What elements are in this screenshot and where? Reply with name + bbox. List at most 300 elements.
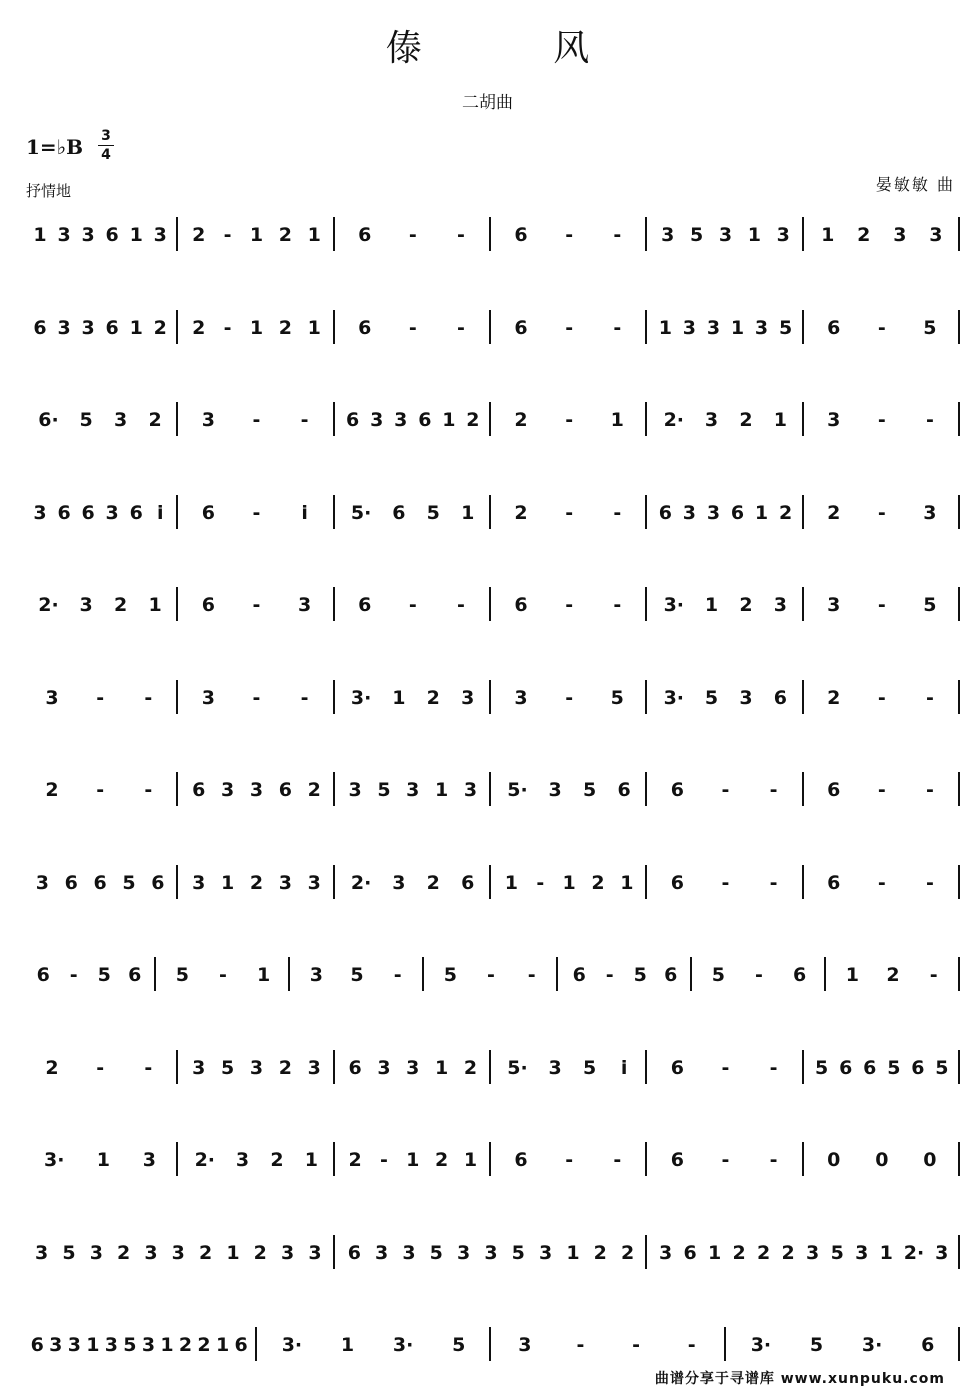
note: 1 <box>340 1334 355 1356</box>
extension-dash: - <box>605 964 614 986</box>
note: 3 <box>776 224 790 246</box>
note: 6 <box>670 1056 684 1079</box>
measure <box>804 1038 960 1098</box>
note: 1 <box>215 1334 230 1356</box>
note: 3 <box>348 779 362 801</box>
note: 3 <box>827 409 841 431</box>
measure <box>22 298 178 358</box>
extension-dash: - <box>252 686 261 709</box>
note: 3 <box>81 224 95 246</box>
extension-dash: - <box>613 1149 622 1171</box>
extension-dash: - <box>565 1149 574 1171</box>
measure <box>647 1223 960 1283</box>
note: 6 <box>128 964 142 986</box>
note: 5 <box>704 686 719 709</box>
extension-dash: - <box>565 594 574 616</box>
note: 3 <box>706 501 721 524</box>
note: 3 <box>35 1241 49 1264</box>
extension-dash: - <box>721 1149 730 1171</box>
note: 6 <box>839 1056 853 1079</box>
extension-dash: - <box>925 409 934 431</box>
note: 1 <box>307 316 321 339</box>
note: 2 <box>278 316 292 339</box>
note: 2 <box>514 409 528 431</box>
measure <box>804 298 960 358</box>
note: 2 <box>857 224 871 246</box>
measure <box>804 853 960 913</box>
measure <box>257 1315 492 1375</box>
measure <box>558 945 692 1005</box>
note: 2 <box>192 224 206 246</box>
note: 3 <box>929 224 943 246</box>
note: 1 <box>406 1149 420 1171</box>
note: 5· <box>507 779 528 801</box>
note: 6 <box>418 409 432 431</box>
barline <box>958 772 960 806</box>
note: 6 <box>664 964 678 986</box>
barline <box>958 1235 960 1269</box>
measure <box>178 853 334 913</box>
note: 5 <box>583 779 597 801</box>
measure <box>491 483 647 543</box>
measure <box>804 390 960 450</box>
note: 3 <box>538 1241 553 1264</box>
note: 3 <box>201 409 215 431</box>
extension-dash: - <box>300 686 309 709</box>
measure <box>22 760 178 820</box>
measure <box>178 760 334 820</box>
score-line <box>0 390 975 450</box>
note: 3 <box>235 1149 250 1171</box>
note: 3 <box>297 594 312 616</box>
note: 1 <box>754 501 769 524</box>
note: 3 <box>153 224 167 246</box>
barline <box>958 1142 960 1176</box>
measure <box>22 1223 335 1283</box>
note: 5 <box>62 1241 76 1264</box>
note: 6 <box>346 409 360 431</box>
note: 6 <box>683 1241 697 1264</box>
note: 2 <box>757 1241 771 1264</box>
note: 3· <box>663 686 685 709</box>
measure <box>22 945 156 1005</box>
measure <box>335 205 491 265</box>
note: 1 <box>249 224 264 246</box>
note: 1 <box>96 1149 110 1171</box>
score-subtitle: 二胡曲 <box>462 93 513 113</box>
note: 3 <box>661 224 675 246</box>
score-line <box>0 575 975 635</box>
note: 3 <box>144 1241 158 1264</box>
note: 3· <box>750 1334 772 1356</box>
note: 3 <box>171 1241 185 1264</box>
time-signature-top: 3 <box>101 128 111 144</box>
extension-dash: - <box>877 594 886 616</box>
note: 5 <box>443 964 457 986</box>
note: 2 <box>778 501 793 524</box>
note: 6 <box>827 316 841 339</box>
note: 2 <box>278 1056 292 1079</box>
note: 3 <box>406 1056 420 1079</box>
note: 3 <box>67 1334 81 1356</box>
note: 6 <box>151 871 165 894</box>
site-footer: 曲谱分享于寻谱库 www.xunpuku.com <box>654 1371 945 1387</box>
note: 6 <box>670 779 684 801</box>
extension-dash: - <box>565 686 574 709</box>
measure <box>22 668 178 728</box>
note: 5 <box>689 224 704 246</box>
note: 2 <box>886 964 900 986</box>
note: 2· <box>350 871 372 894</box>
time-signature <box>98 128 114 163</box>
extension-dash: - <box>613 316 622 339</box>
measure <box>335 298 491 358</box>
score-line <box>0 1315 975 1375</box>
note: 3 <box>104 1334 118 1356</box>
note: 6 <box>30 1334 44 1356</box>
measure <box>335 1130 491 1190</box>
note: 5 <box>175 964 189 986</box>
composer-credit: 晏敏敏 曲 <box>875 175 955 194</box>
score-line <box>0 853 975 913</box>
extension-dash: - <box>300 409 309 431</box>
barline <box>958 1327 960 1361</box>
note: 2 <box>827 501 841 524</box>
note: 3 <box>81 316 95 339</box>
measure <box>22 575 178 635</box>
extension-dash: - <box>877 316 886 339</box>
note: 2 <box>253 1241 267 1264</box>
measure <box>22 205 178 265</box>
note: 3 <box>45 686 59 709</box>
note: 3 <box>402 1241 416 1264</box>
extension-dash: - <box>456 594 465 616</box>
measure <box>22 853 178 913</box>
note: 2· <box>663 409 685 431</box>
barline <box>958 865 960 899</box>
note: 5 <box>122 871 136 894</box>
measure <box>178 1038 334 1098</box>
note: 6 <box>793 964 807 986</box>
extension-dash: - <box>769 871 778 894</box>
note: 3 <box>718 224 733 246</box>
extension-dash: - <box>565 224 574 246</box>
note: 3 <box>192 871 206 894</box>
note: 6 <box>514 594 528 616</box>
note: i <box>301 501 308 524</box>
note: 6 <box>392 501 406 524</box>
note: 6 <box>921 1334 935 1356</box>
note: 6 <box>514 224 528 246</box>
note: 2 <box>348 1149 362 1171</box>
note: 1 <box>562 871 576 894</box>
note: 5 <box>429 1241 443 1264</box>
note: 5 <box>809 1334 824 1356</box>
score-line <box>0 205 975 265</box>
extension-dash: - <box>144 1056 153 1079</box>
note: 6 <box>278 779 292 801</box>
note: 3 <box>682 501 696 524</box>
note: 5 <box>511 1241 525 1264</box>
measure <box>22 1038 178 1098</box>
extension-dash: - <box>487 964 495 986</box>
note: 5 <box>923 594 937 616</box>
note: 5 <box>220 1056 235 1079</box>
note: 2 <box>739 594 753 616</box>
note: 5 <box>350 964 364 986</box>
note: 3 <box>682 316 696 339</box>
note: 3· <box>43 1149 65 1171</box>
measure <box>491 575 647 635</box>
note: 3· <box>663 594 685 616</box>
note: 3 <box>114 409 128 431</box>
barline <box>958 217 960 251</box>
note: 6 <box>658 501 672 524</box>
extension-dash: - <box>755 964 763 986</box>
measure <box>335 853 491 913</box>
measure <box>647 483 803 543</box>
note: 2 <box>781 1241 795 1264</box>
note: 6 <box>105 316 119 339</box>
note: 6 <box>64 871 78 894</box>
measure <box>178 390 334 450</box>
note: 6 <box>617 779 631 801</box>
extension-dash: - <box>379 1149 388 1171</box>
note: 3 <box>308 1241 322 1264</box>
note: 6 <box>863 1056 877 1079</box>
note: 3 <box>89 1241 103 1264</box>
extension-dash: - <box>769 779 778 801</box>
note: 2 <box>45 779 59 801</box>
measure <box>178 205 334 265</box>
note: 3· <box>392 1334 414 1356</box>
note: 3 <box>773 594 788 616</box>
score-line <box>0 1130 975 1190</box>
score-line <box>0 1038 975 1098</box>
note: 1 <box>392 686 406 709</box>
barline <box>958 680 960 714</box>
note: 1 <box>442 409 456 431</box>
note: 1 <box>821 224 835 246</box>
extension-dash: - <box>877 686 886 709</box>
note: 6 <box>36 964 50 986</box>
extension-dash: - <box>877 779 886 801</box>
extension-dash: - <box>769 1056 778 1079</box>
note: 2 <box>827 686 841 709</box>
note: 6 <box>773 686 788 709</box>
note: 3 <box>35 871 50 894</box>
measure <box>804 668 960 728</box>
note: 2· <box>38 594 59 616</box>
note: 3 <box>457 1241 471 1264</box>
note: 2· <box>903 1241 925 1264</box>
note: 5 <box>452 1334 466 1356</box>
note: 6 <box>201 594 215 616</box>
note: 0 <box>827 1149 841 1171</box>
extension-dash: - <box>223 316 232 339</box>
note: 2 <box>192 316 206 339</box>
note: 3 <box>309 964 323 986</box>
note: 3 <box>57 316 71 339</box>
extension-dash: - <box>721 871 730 894</box>
note: 3· <box>861 1334 883 1356</box>
measure <box>647 760 803 820</box>
extension-dash: - <box>877 501 886 524</box>
note: 3· <box>350 686 372 709</box>
note: 2 <box>199 1241 213 1264</box>
note: 3 <box>192 1056 206 1079</box>
note: 3 <box>394 409 408 431</box>
extension-dash: - <box>252 594 261 616</box>
note: 2 <box>45 1056 59 1079</box>
extension-dash: - <box>144 779 153 801</box>
measure <box>647 298 803 358</box>
barline <box>958 402 960 436</box>
measure <box>178 483 334 543</box>
note: 2 <box>466 409 480 431</box>
note: 1 <box>304 1149 319 1171</box>
extension-dash: - <box>721 1056 730 1079</box>
note: i <box>620 1056 628 1079</box>
note: 3 <box>827 594 841 616</box>
score-line <box>0 483 975 543</box>
measure <box>804 575 960 635</box>
measure <box>335 1223 648 1283</box>
note: 6 <box>911 1056 925 1079</box>
note: 1 <box>129 316 143 339</box>
measure <box>178 668 334 728</box>
note: 1 <box>160 1334 174 1356</box>
measure <box>491 760 647 820</box>
note: 6 <box>358 594 372 616</box>
note: 2 <box>426 871 440 894</box>
extension-dash: - <box>408 316 417 339</box>
extension-dash: - <box>877 409 886 431</box>
note: 1 <box>307 224 321 246</box>
note: 2 <box>197 1334 211 1356</box>
note: 3 <box>923 501 937 524</box>
note: 1 <box>249 316 264 339</box>
note: 3 <box>141 1334 156 1356</box>
note: 2 <box>307 779 321 801</box>
extension-dash: - <box>393 964 402 986</box>
extension-dash: - <box>223 224 232 246</box>
note: 3 <box>375 1241 389 1264</box>
time-signature-divider <box>98 145 114 146</box>
note: 1 <box>845 964 859 986</box>
note: 5 <box>610 686 624 709</box>
extension-dash: - <box>925 779 934 801</box>
extension-dash: - <box>565 316 574 339</box>
note: i <box>156 501 164 524</box>
note: 3 <box>142 1149 156 1171</box>
extension-dash: - <box>576 1334 585 1356</box>
note: 5 <box>377 779 391 801</box>
note: 3 <box>893 224 907 246</box>
note: 1 <box>463 1149 478 1171</box>
note: 2 <box>278 224 292 246</box>
score-line <box>0 1223 975 1283</box>
note: 5 <box>887 1056 901 1079</box>
note: 3 <box>201 686 215 709</box>
measure <box>491 205 647 265</box>
score-line <box>0 668 975 728</box>
note: 6 <box>105 224 119 246</box>
note: 3 <box>33 501 47 524</box>
note: 6 <box>461 871 475 894</box>
extension-dash: - <box>925 871 934 894</box>
note: 5 <box>123 1334 137 1356</box>
barline <box>958 310 960 344</box>
note: 3 <box>79 594 93 616</box>
note: 5 <box>633 964 647 986</box>
note: 3· <box>281 1334 303 1356</box>
measure <box>647 1130 803 1190</box>
tempo-marking: 抒情地 <box>26 182 72 200</box>
measure <box>335 668 491 728</box>
note: 1 <box>435 779 449 801</box>
note: 3 <box>806 1241 820 1264</box>
measure <box>491 298 647 358</box>
note: 1 <box>257 964 271 986</box>
measure <box>647 668 803 728</box>
measure <box>491 1315 726 1375</box>
note: 2 <box>435 1149 449 1171</box>
extension-dash: - <box>613 501 622 524</box>
note: 1 <box>86 1334 100 1356</box>
note: 6 <box>81 501 95 524</box>
note: 3 <box>461 686 475 709</box>
extension-dash: - <box>721 779 730 801</box>
measure <box>804 205 960 265</box>
measure <box>335 575 491 635</box>
note: 3 <box>704 409 719 431</box>
note: 3 <box>249 779 264 801</box>
measure <box>22 390 178 450</box>
extension-dash: - <box>252 409 261 431</box>
note: 5· <box>350 501 372 524</box>
note: 2 <box>426 686 440 709</box>
barline <box>958 1050 960 1084</box>
measure <box>22 483 178 543</box>
measure <box>335 483 491 543</box>
note: 3 <box>370 409 384 431</box>
note: 3 <box>658 1241 673 1264</box>
note: 5 <box>830 1241 844 1264</box>
note: 3 <box>548 779 562 801</box>
measure <box>491 668 647 728</box>
note: 6 <box>514 316 528 339</box>
note: 1 <box>747 224 761 246</box>
note: 5 <box>426 501 440 524</box>
note: 2 <box>178 1334 193 1356</box>
note: 3 <box>57 224 71 246</box>
note: 1 <box>773 409 788 431</box>
note: 1 <box>504 871 519 894</box>
note: 5· <box>507 1056 528 1079</box>
note: 1 <box>566 1241 580 1264</box>
note: 3 <box>739 686 753 709</box>
measure <box>290 945 424 1005</box>
note: 6 <box>192 779 206 801</box>
note: 3 <box>754 316 769 339</box>
note: 6 <box>827 779 841 801</box>
measure <box>726 1315 961 1375</box>
note: 2 <box>249 871 264 894</box>
extension-dash: - <box>96 686 105 709</box>
note: 5 <box>97 964 111 986</box>
extension-dash: - <box>408 224 417 246</box>
